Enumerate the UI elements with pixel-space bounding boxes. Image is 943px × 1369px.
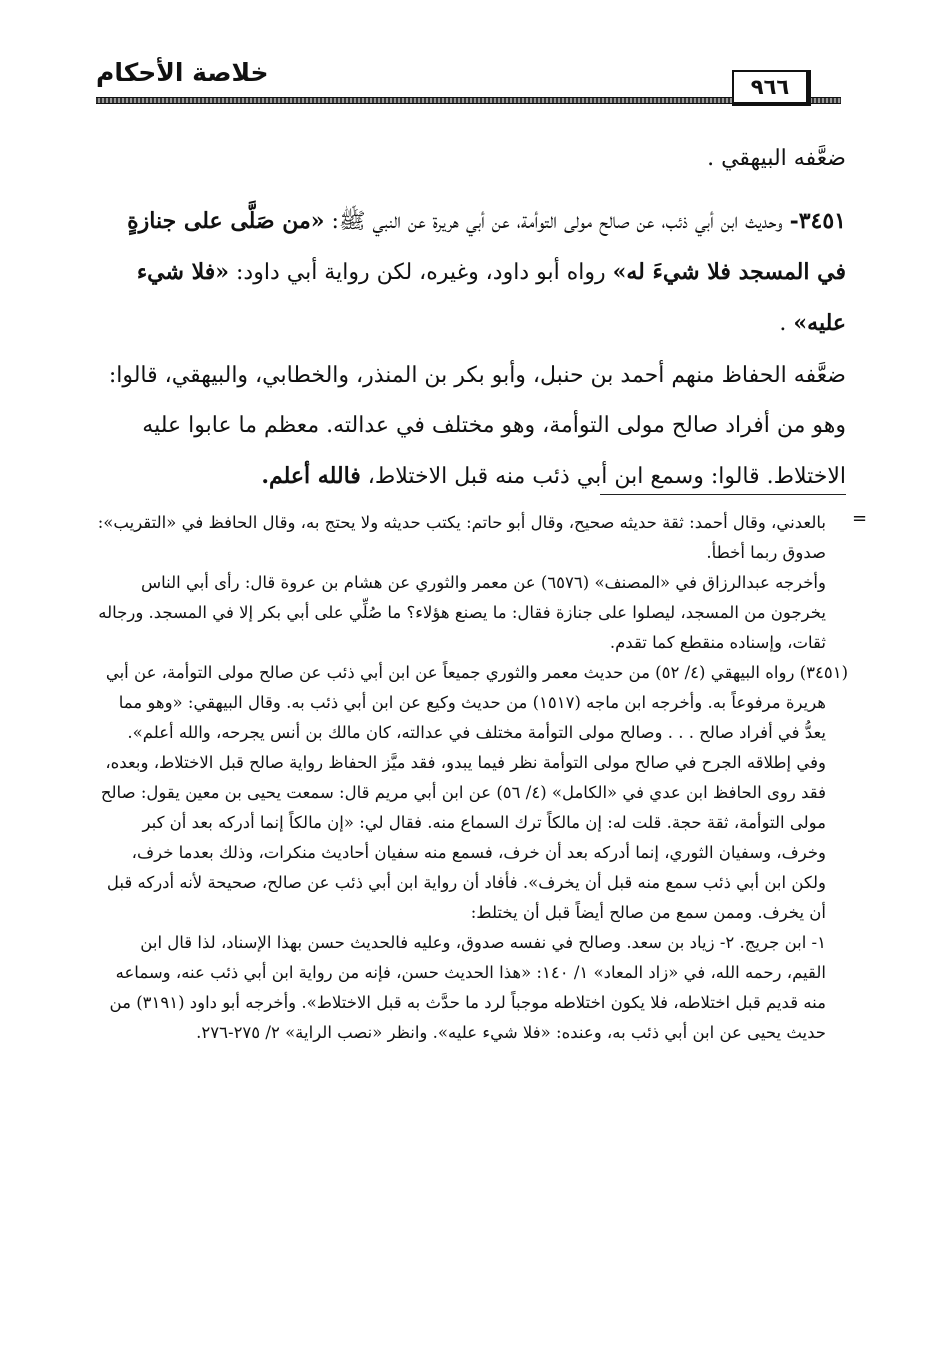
paragraph-1: ضعَّفه البيهقي . — [707, 146, 846, 171]
footnote-continuation-mark: = — [852, 508, 868, 529]
footnote-paragraph: ١- ابن جريج. ٢- زياد بن سعد. وصالح في نفسه صدوق، وعليه فالحديث حسن بهذا الإسناد، لذا قال ابن القيم، رحمه الله، في «زاد المعاد» ١/ ١٤٠: «هذا الحديث حسن، فإنه من رواية ابن أبي ذئب عنه، وسماعه منه قديم قبل اختلاطه، فلا يكون اختلاطه موجباً لرد ما حدَّث به قبل الاختلاط». وأخرجه أبو داود (٣١٩١) من حديث يحيى عن ابن أبي ذئب به، وعنده: «فلا شيء عليه». وانظر «نصب الراية» ٢/ ٢٧٥-٢٧٦. — [109, 933, 826, 1042]
paragraph-hadith-3451 — [94, 196, 846, 349]
hadith-source: رواه أبو داود، وغيره، لكن رواية أبي داود: — [229, 260, 613, 285]
main-text — [94, 136, 846, 502]
header-rule-end — [808, 97, 841, 104]
hadith-variant: «فلا شيء عليه» — [136, 259, 846, 336]
grading-text: ضعَّفه الحفاظ منهم أحمد بن حنبل، وأبو بكر بن المنذر، والخطابي، والبيهقي، قالوا: وهو من أفراد صالح مولى التوأمة، وهو مختلف في عدالته. معظم ما عابوا عليه الاختلاط. قالوا: وسمع ابن أبي ذئب منه قبل الاختلاط، — [108, 363, 846, 489]
footnotes — [96, 508, 848, 1048]
hadith-number: ٣٤٥١- — [789, 208, 846, 234]
footnote-3451: (٣٤٥١) رواه البيهقي (٤/ ٥٢) من حديث معمر والثوري جميعاً عن ابن أبي ذئب عن صالح مولى التوأمة، عن أبي هريرة مرفوعاً به. وأخرجه ابن ماجه (١٥١٧) من حديث وكيع عن ابن أبي ذئب به. وقال البيهقي: «وهو مما يعدُّ في أفراد صالح . . . وصالح مولى التوأمة مختلف في عدالته، كان مالك بن أنس يجرحه، والله أعلم». — [105, 663, 848, 742]
header-rule — [96, 97, 732, 104]
closing-phrase: فالله أعلم. — [261, 463, 361, 489]
page-number: ٩٦٦ — [732, 70, 811, 106]
footnote-paragraph: وفي إطلاقه الجرح في صالح مولى التوأمة نظر فيما يبدو، فقد ميَّز الحفاظ رواية صالح قبل الاختلاط، وبعده، فقد روى الحافظ ابن عدي في «الكامل» (٤/ ٥٦) عن ابن أبي مريم قال: سمعت يحيى بن معين يقول: صالح مولى التوأمة، ثقة حجة. قلت له: إن مالكاً ترك السماع منه. فقال لي: «إن مالكاً إنما أدركه بعد أن كبر وخرف، وسفيان الثوري، إنما أدركه بعد أن خرف، فسمع منه سفيان أحاديث منكرات، وذلك بعدما خرف، ولكن ابن أبي ذئب سمع منه قبل أن يخرف». فأفاد أن رواية ابن أبي ذئب عن صالح، صحيحة لأنه أدركه قبل أن يخرف. وممن سمع من صالح أيضاً قبل أن يختلط: — [100, 753, 826, 922]
hadith-text: «من صَلَّى على جنازةٍ في المسجد فلا شيءَ له» — [127, 208, 846, 285]
footnote-separator — [600, 494, 846, 495]
hadith-intro: وحديث ابن أبي ذئب، عن صالح مولى التوأمة، عن أبي هريرة عن النبي ﷺ: — [324, 209, 790, 234]
sentence-end: . — [779, 311, 794, 336]
running-header-title: خلاصة الأحكام — [96, 58, 269, 87]
footnote-continued: بالعدني، وقال أحمد: ثقة حديثه صحيح، وقال أبو حاتم: يكتب حديثه ولا يحتج به، وقال الحافظ في «التقريب»: صدوق ربما أخطأ. — [97, 513, 826, 562]
paragraph-grading — [94, 351, 846, 502]
footnote-paragraph: وأخرجه عبدالرزاق في «المصنف» (٦٥٧٦) عن معمر والثوري عن هشام بن عروة قال: رأى أبي الناس يخرجون من المسجد، ليصلوا على جنازة فقال: ما يصنع هؤلاء؟ ما صُلِّي على أبي بكر إلا في المسجد. ورجاله ثقات، وإسناده منقطع كما تقدم. — [98, 573, 826, 652]
